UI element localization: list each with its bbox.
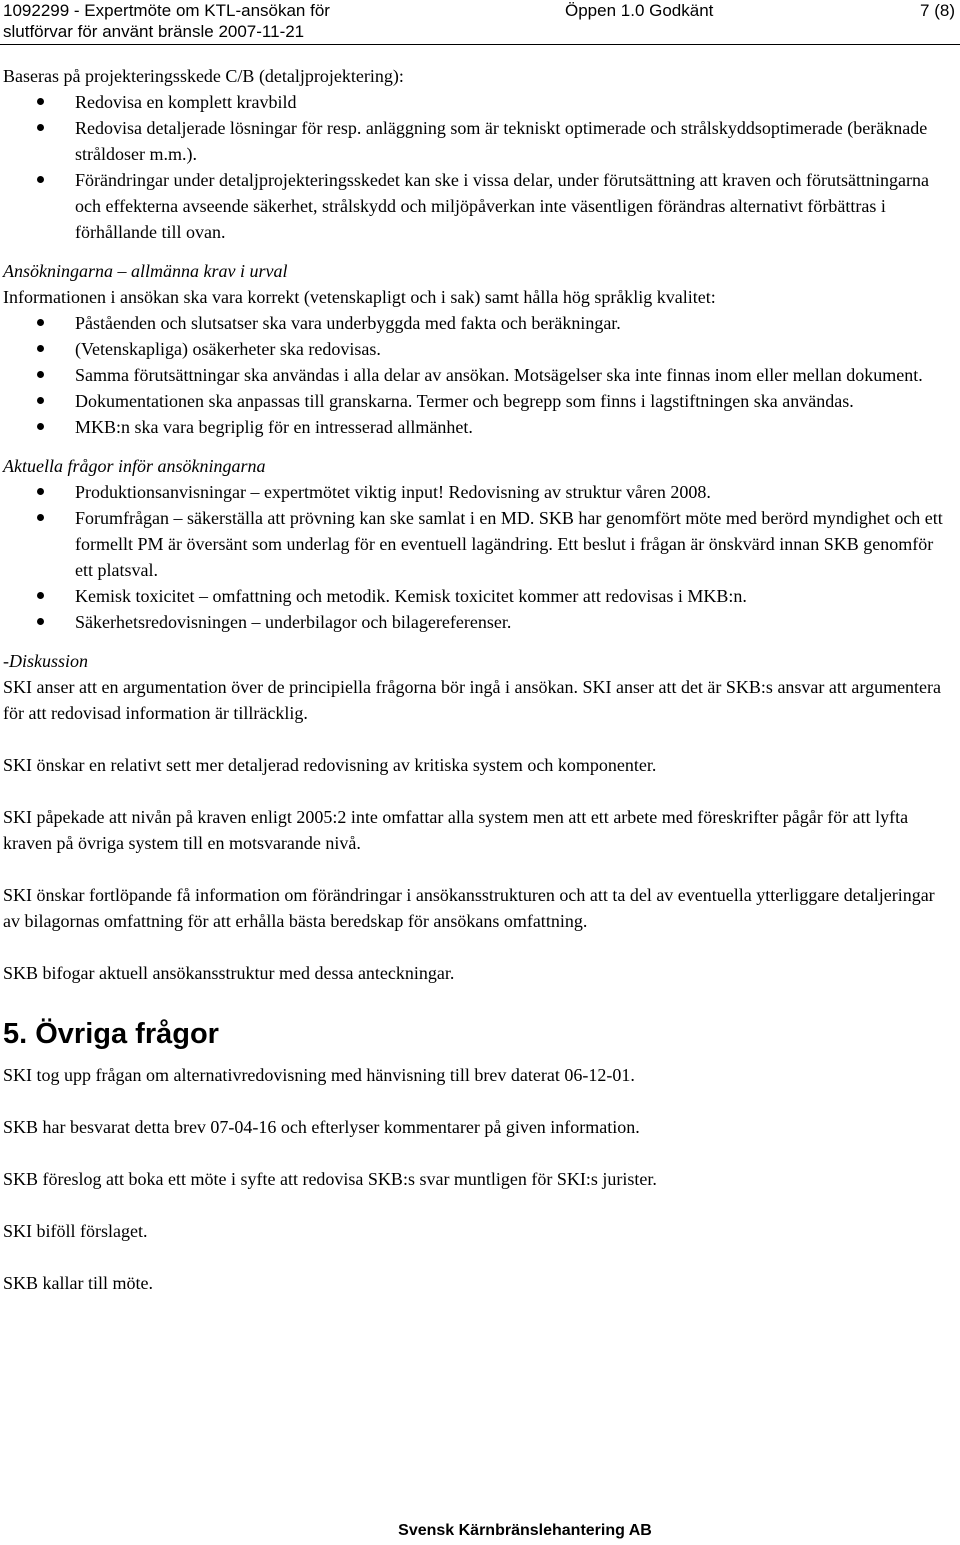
list-item: (Vetenskapliga) osäkerheter ska redovisas. [3, 336, 953, 362]
list-item: Dokumentationen ska anpassas till granskarna. Termer och begrepp som finns i lagstiftningen ska användas. [3, 388, 953, 414]
section-general-lead: Informationen i ansökan ska vara korrekt (vetenskapligt och i sak) samt hålla hög språklig kvalitet: [3, 287, 716, 307]
section-5-paragraph: SKB kallar till möte. [3, 1273, 153, 1293]
bullet-icon [37, 618, 44, 625]
intro-bullet-list [3, 89, 953, 245]
header-document-subtitle: slutförvar för använt bränsle 2007-11-21 [3, 22, 305, 41]
bullet-icon [37, 319, 44, 326]
bullet-icon [37, 371, 44, 378]
discussion-paragraph: SKI önskar fortlöpande få information om förändringar i ansökansstrukturen och att ta del av eventuella ytterliggare detaljeringar av bilagornas omfattning för att erhålla bästa beredskap för ansökans omfattning. [3, 885, 935, 931]
page-footer: Svensk Kärnbränslehantering AB [398, 1522, 652, 1539]
bullet-icon [37, 488, 44, 495]
header-status: Öppen 1.0 Godkänt [565, 1, 714, 20]
list-item: Samma förutsättningar ska användas i alla delar av ansökan. Motsägelser ska inte finnas inom eller mellan dokument. [3, 362, 953, 388]
list-item: Förändringar under detaljprojekteringsskedet kan ske i vissa delar, under förutsättning att kraven och förutsättningarna och effekterna avseende säkerhet, strålskydd och miljöpåverkan inte väsentligen förändras alternativt förbättras i förhållande till ovan. [3, 167, 953, 245]
bullet-icon [37, 397, 44, 404]
section-5-paragraph: SKB har besvarat detta brev 07-04-16 och efterlyser kommentarer på given information. [3, 1117, 640, 1137]
header-divider [0, 44, 960, 45]
list-item: Kemisk toxicitet – omfattning och metodik. Kemisk toxicitet kommer att redovisas i MKB:n. [3, 583, 953, 609]
section-5-heading: 5. Övriga frågor [3, 1018, 219, 1050]
discussion-paragraph: SKI anser att en argumentation över de principiella frågorna bör ingå i ansökan. SKI anser att det är SKB:s ansvar att argumentera för att redovisad information är tillräcklig. [3, 677, 942, 723]
intro-lead: Baseras på projekteringsskede C/B (detaljprojektering): [3, 66, 404, 86]
list-item: Redovisa en komplett kravbild [3, 89, 953, 115]
section-title-general: Ansökningarna – allmänna krav i urval [3, 261, 288, 281]
list-item: Säkerhetsredovisningen – underbilagor och bilagereferenser. [3, 609, 953, 635]
section-5-paragraph: SKI tog upp frågan om alternativredovisning med hänvisning till brev daterat 06-12-01. [3, 1065, 635, 1085]
list-item: MKB:n ska vara begriplig för en intresserad allmänhet. [3, 414, 953, 440]
section-5-paragraph: SKI biföll förslaget. [3, 1221, 148, 1241]
discussion-paragraph: SKB bifogar aktuell ansökansstruktur med dessa anteckningar. [3, 963, 455, 983]
current-bullet-list [3, 479, 953, 635]
section-5-paragraph: SKB föreslog att boka ett möte i syfte att redovisa SKB:s svar muntligen för SKI:s jurister. [3, 1169, 657, 1189]
bullet-icon [37, 423, 44, 430]
list-item: Påståenden och slutsatser ska vara underbyggda med fakta och beräkningar. [3, 310, 953, 336]
general-bullet-list [3, 310, 953, 440]
list-item: Produktionsanvisningar – expertmötet viktig input! Redovisning av struktur våren 2008. [3, 479, 953, 505]
header-document-title: 1092299 - Expertmöte om KTL-ansökan för [3, 1, 330, 20]
bullet-icon [37, 345, 44, 352]
page-header [3, 0, 955, 42]
list-item: Forumfrågan – säkerställa att prövning kan ske samlat i en MD. SKB har genomfört möte med berörd myndighet och ett formellt PM är översänt som underlag för en eventuell lagändring. Ett beslut i frågan är önskvärd innan SKB genomför ett platsval. [3, 505, 953, 583]
document-body [3, 63, 953, 1296]
bullet-icon [37, 98, 44, 105]
section-title-current: Aktuella frågor inför ansökningarna [3, 456, 266, 476]
discussion-paragraph: SKI påpekade att nivån på kraven enligt 2005:2 inte omfattar alla system men att ett arbete med föreskrifter pågår för att lyfta kraven på övriga system till en motsvarande nivå. [3, 807, 909, 853]
header-page-number: 7 (8) [920, 1, 955, 20]
bullet-icon [37, 592, 44, 599]
bullet-icon [37, 124, 44, 131]
bullet-icon [37, 176, 44, 183]
discussion-title: -Diskussion [3, 651, 88, 671]
list-item: Redovisa detaljerade lösningar för resp. anläggning som är tekniskt optimerade och strålskyddsoptimerade (beräknade stråldoser m.m.). [3, 115, 953, 167]
discussion-paragraph: SKI önskar en relativt sett mer detaljerad redovisning av kritiska system och komponenter. [3, 755, 657, 775]
bullet-icon [37, 514, 44, 521]
